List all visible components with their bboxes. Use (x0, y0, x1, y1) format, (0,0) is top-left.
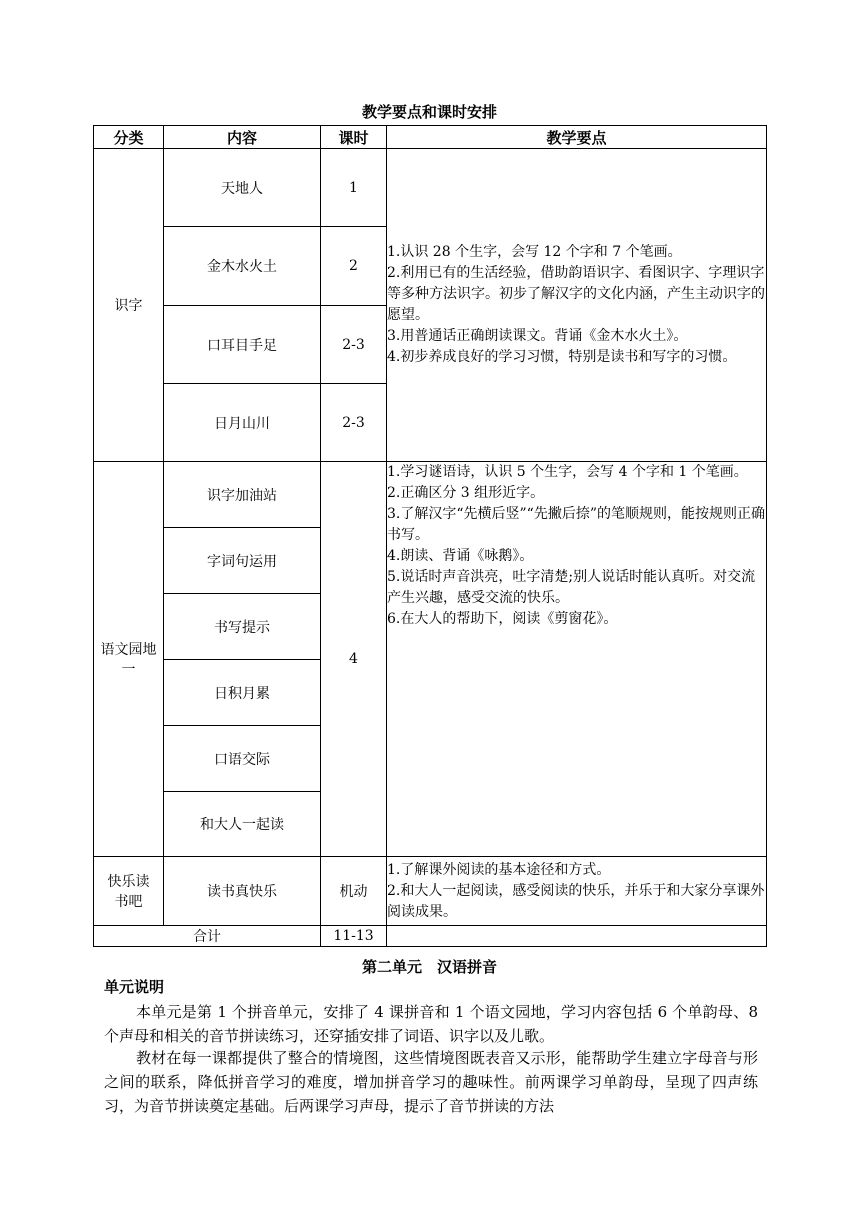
content-cell: 书写提示 (164, 594, 321, 660)
teaching-point: 2.正确区分 3 组形近字。 (387, 485, 545, 501)
content-cell: 识字加油站 (164, 462, 321, 528)
category-cell: 快乐读书吧 (94, 857, 164, 926)
table-row (94, 857, 767, 926)
content-cell: 和大人一起读 (164, 792, 321, 857)
teaching-point: 4.朗读、背诵《咏鹅》。 (387, 548, 534, 564)
section-heading: 单元说明 (104, 978, 165, 996)
teaching-points-cell (387, 857, 767, 926)
table-title: 教学要点和课时安排 (361, 103, 497, 121)
header-points: 教学要点 (387, 126, 767, 149)
unit-paragraph: 本单元是第 1 个拼音单元，安排了 4 课拼音和 1 个语文园地，学习内容包括 6 个单韵母、8 个声母和相关的音节拼读练习，还穿插安排了词语、识字以及儿歌。 (104, 1003, 758, 1045)
content-cell: 日积月累 (164, 660, 321, 726)
teaching-point: 3.用普通话正确朗读课文。背诵《金木水火土》。 (387, 328, 688, 344)
teaching-point: 3.了解汉字“先横后竖”“先撇后捺”的笔顺规则，能按规则正确书写。 (387, 506, 765, 543)
total-label: 合计 (94, 926, 321, 947)
teaching-point: 5.说话时声音洪亮，吐字清楚;别人说话时能认真听。对交流产生兴趣，感受交流的快乐。 (387, 569, 756, 606)
content-cell: 口语交际 (164, 726, 321, 792)
table-header-row (94, 126, 767, 149)
hours-cell: 1 (321, 149, 387, 227)
category-cell: 识字 (94, 149, 164, 462)
table-row (94, 462, 767, 528)
header-hours: 课时 (321, 126, 387, 149)
content-cell: 读书真快乐 (164, 857, 321, 926)
hours-cell: 2 (321, 227, 387, 306)
unit-title: 第二单元 汉语拼音 (361, 958, 497, 976)
hours-cell: 2-3 (321, 384, 387, 462)
content-cell: 日月山川 (164, 384, 321, 462)
total-hours: 11-13 (321, 926, 387, 947)
total-points (387, 926, 767, 947)
hours-cell: 2-3 (321, 306, 387, 384)
teaching-point: 2.和大人一起阅读，感受阅读的快乐，并乐于和大家分享课外阅读成果。 (387, 882, 765, 920)
teaching-point: 6.在大人的帮助下，阅读《剪窗花》。 (387, 611, 618, 627)
category-cell: 语文园地一 (94, 462, 164, 857)
unit-paragraph: 教材在每一课都提供了整合的情境图，这些情境图既表音又示形，能帮助学生建立字母音与形之间的联系，降低拼音学习的难度，增加拼音学习的趣味性。前两课学习单韵母，呈现了四声练习，为音节拼读奠定基础。后两课学习声母，提示了音节拼读的方法 (104, 1049, 758, 1115)
content-cell: 口耳目手足 (164, 306, 321, 384)
teaching-point: 4.初步养成良好的学习习惯，特别是读书和写字的习惯。 (387, 349, 737, 365)
content-cell: 字词句运用 (164, 528, 321, 594)
header-category: 分类 (94, 126, 164, 149)
lesson-plan-table (93, 125, 767, 947)
teaching-point: 1.学习谜语诗，认识 5 个生字，会写 4 个字和 1 个笔画。 (387, 464, 748, 480)
teaching-point: 1.认识 28 个生字，会写 12 个字和 7 个笔画。 (387, 244, 682, 260)
content-cell: 金木水火土 (164, 227, 321, 306)
total-row (94, 926, 767, 947)
table-row (94, 149, 767, 227)
teaching-point: 2.利用已有的生活经验，借助韵语识字、看图识字、字理识字等多种方法识字。初步了解汉字的文化内涵，产生主动识字的愿望。 (387, 265, 765, 323)
teaching-points-cell (387, 149, 767, 462)
teaching-points-cell (387, 462, 767, 857)
header-content: 内容 (164, 126, 321, 149)
hours-cell: 机动 (321, 857, 387, 926)
hours-cell: 4 (321, 462, 387, 857)
teaching-point: 1.了解课外阅读的基本途径和方式。 (387, 861, 611, 878)
content-cell: 天地人 (164, 149, 321, 227)
